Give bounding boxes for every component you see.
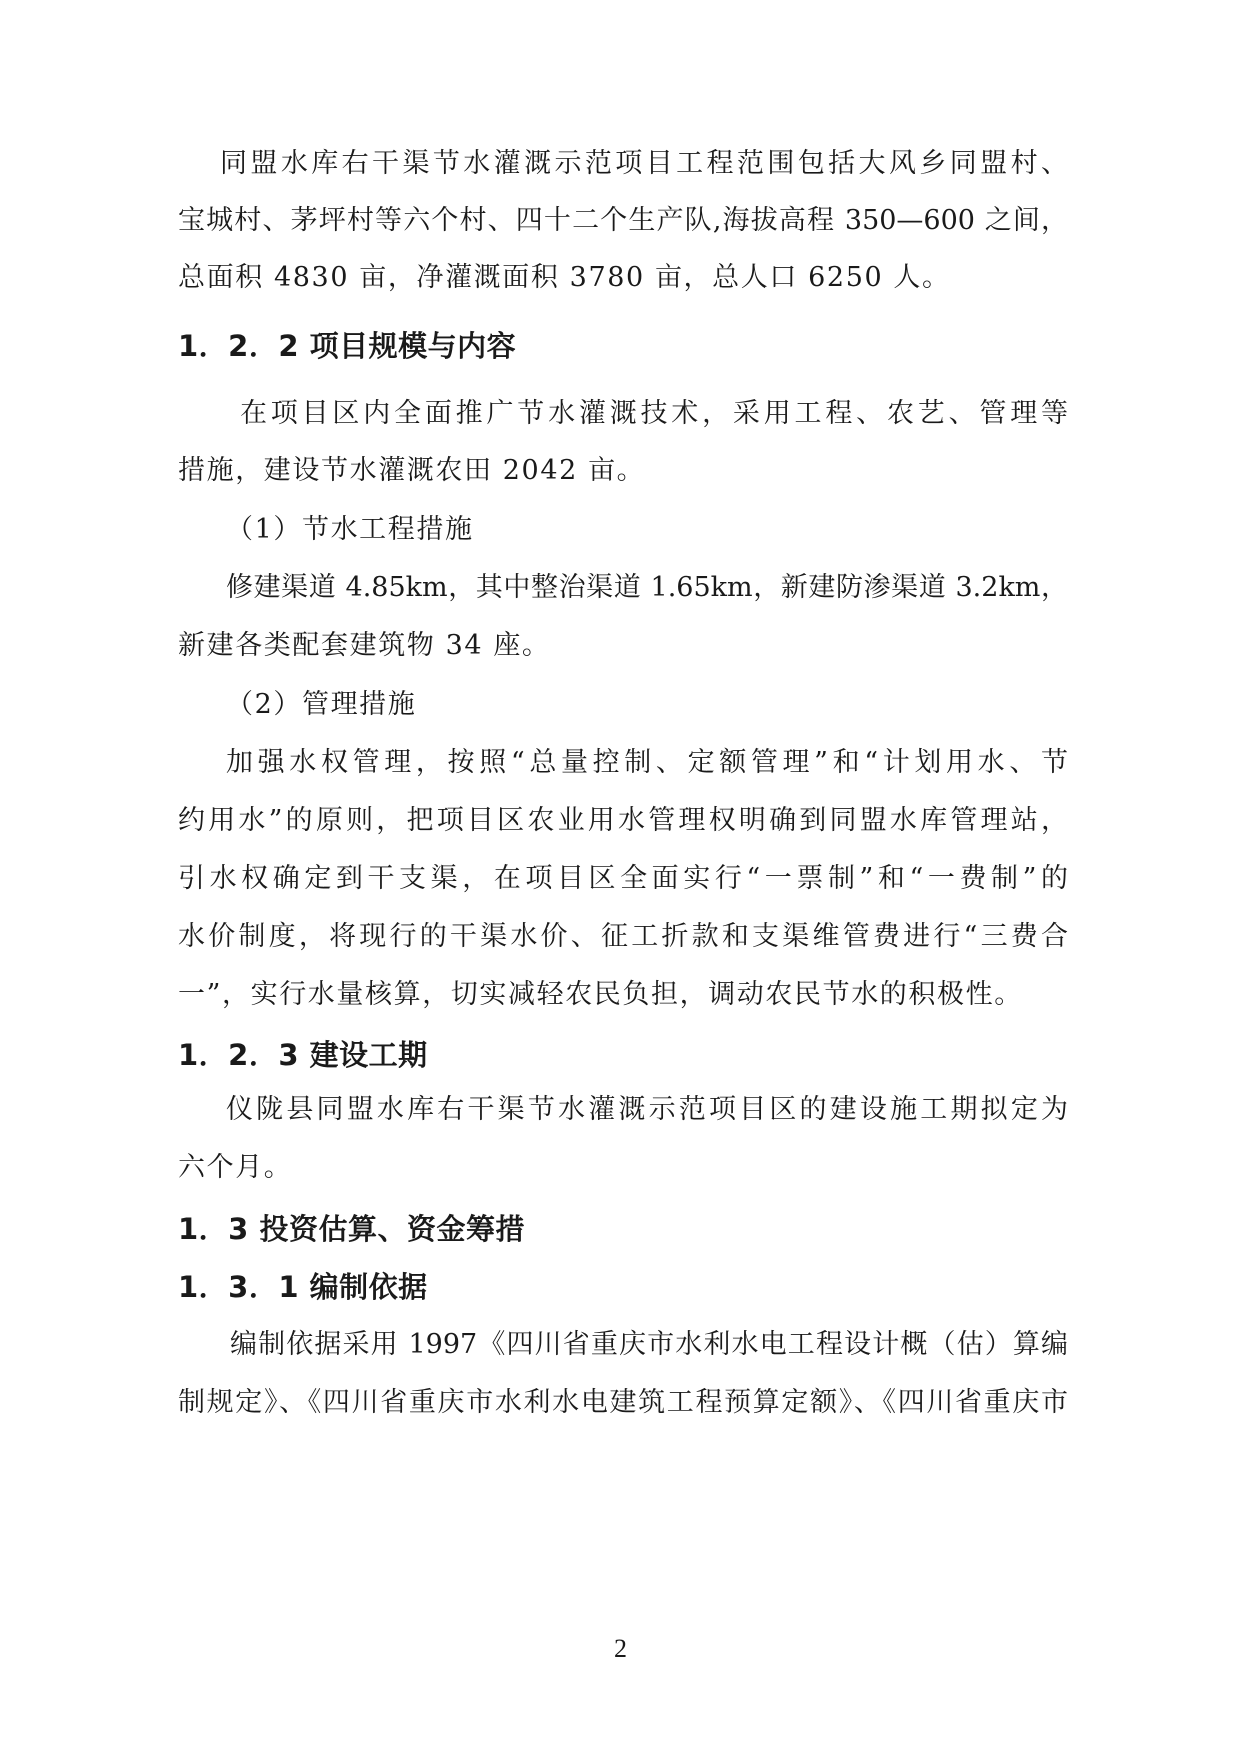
item-2-line-3: 引水权确定到干支渠，在项目区全面实行“一票制”和“一费制”的 (178, 863, 1068, 894)
item-2-line-4: 水价制度，将现行的干渠水价、征工折款和支渠维管费进行“三费合 (178, 921, 1068, 952)
scope-line-1: 同盟水库右干渠节水灌溉示范项目工程范围包括大风乡同盟村、 (220, 148, 1068, 179)
item-2-line-1: 加强水权管理，按照“总量控制、定额管理”和“计划用水、节 (226, 747, 1068, 778)
scope-line-3: 总面积 4830 亩，净灌溉面积 3780 亩，总人口 6250 人。 (178, 262, 951, 293)
item-1-title: （1）节水工程措施 (226, 514, 474, 545)
scale-line-2: 措施，建设节水灌溉农田 2042 亩。 (178, 455, 646, 486)
item-2-title: （2）管理措施 (226, 689, 417, 720)
basis-line-2: 制规定》、《四川省重庆市水利水电建筑工程预算定额》、《四川省重庆市 (178, 1387, 1068, 1418)
item-1-line-1: 修建渠道 4.85km，其中整治渠道 1.65km，新建防渗渠道 3.2km， (226, 572, 1068, 603)
heading-1-2-2: 1．2．2 项目规模与内容 (178, 329, 517, 363)
item-1-line-2: 新建各类配套建筑物 34 座。 (178, 630, 551, 661)
period-line-1: 仪陇县同盟水库右干渠节水灌溉示范项目区的建设施工期拟定为 (226, 1094, 1068, 1125)
heading-1-3-1: 1．3．1 编制依据 (178, 1270, 428, 1304)
item-2-line-5: 一”，实行水量核算，切实减轻农民负担，调动农民节水的积极性。 (178, 979, 1023, 1010)
period-line-2: 六个月。 (178, 1152, 293, 1183)
basis-line-1: 编制依据采用 1997《四川省重庆市水利水电工程设计概（估）算编 (230, 1329, 1068, 1360)
scale-line-1: 在项目区内全面推广节水灌溉技术，采用工程、农艺、管理等 (240, 398, 1068, 429)
scope-line-2: 宝城村、茅坪村等六个村、四十二个生产队,海拔高程 350—600 之间， (178, 205, 1068, 236)
item-2-line-2: 约用水”的原则，把项目区农业用水管理权明确到同盟水库管理站， (178, 805, 1068, 836)
page-number: 2 (614, 1634, 627, 1663)
heading-1-2-3: 1．2．3 建设工期 (178, 1038, 428, 1072)
heading-1-3: 1．3 投资估算、资金筹措 (178, 1212, 525, 1246)
